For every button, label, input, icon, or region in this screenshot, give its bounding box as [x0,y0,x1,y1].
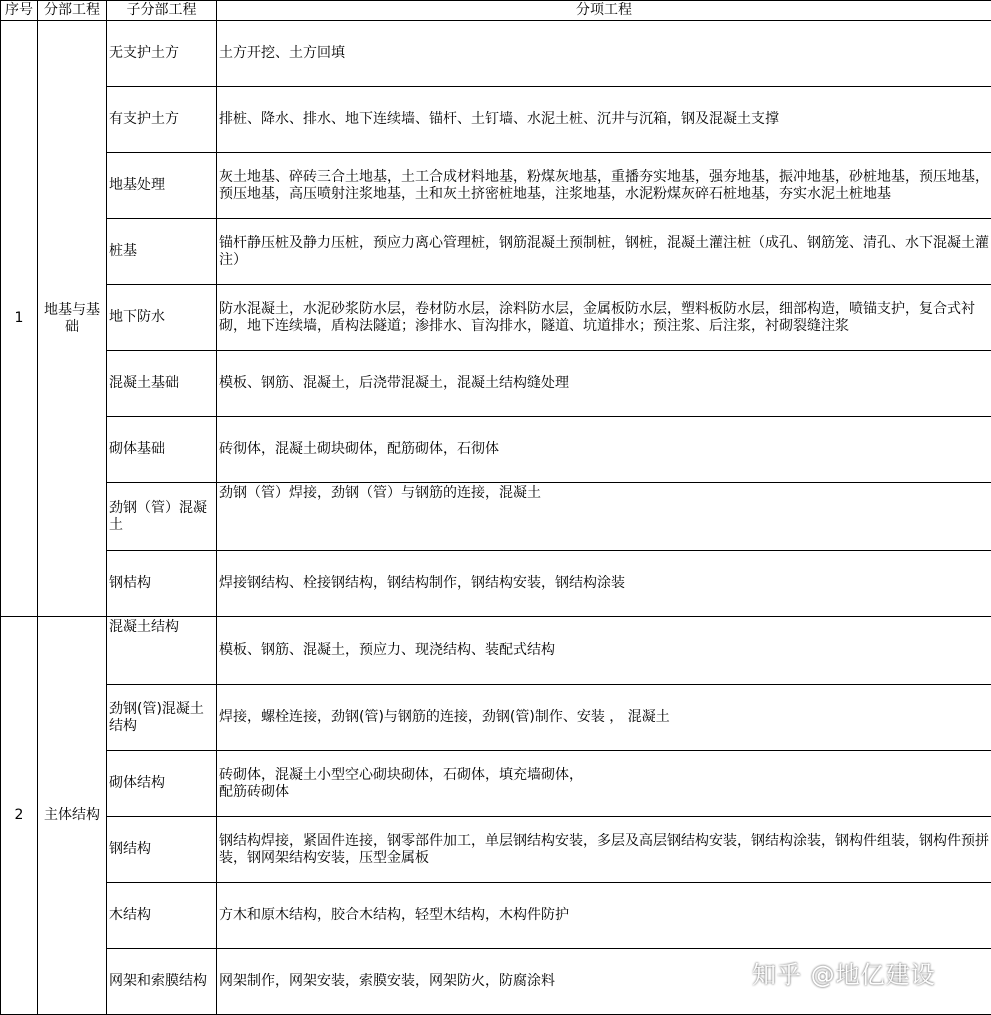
subdivision-cell: 钢桔构 [107,551,217,617]
subdivision-cell: 劲钢（管）混凝土 [107,483,217,551]
table-row [1,483,991,551]
items-cell: 模板、钢筋、混凝土，后浇带混凝土，混凝土结构缝处理 [217,351,991,417]
header-items: 分项工程 [217,1,991,21]
subdivision-cell: 有支护土方 [107,87,217,153]
subdivision-cell: 无支护土方 [107,21,217,87]
table-row [1,21,991,87]
items-cell: 砖砌体，混凝土小型空心砌块砌体，石砌体，填充墙砌体，配筋砖砌体 [217,751,991,817]
subdivision-cell: 桩基 [107,219,217,285]
subdivision-cell: 网架和索膜结构 [107,949,217,1015]
subdivision-cell: 混凝土结构 [107,617,217,685]
items-cell: 劲钢（管）焊接，劲钢（管）与钢筋的连接，混凝土 [217,483,991,551]
items-cell: 钢结构焊接，紧固件连接，钢零部件加工，单层钢结构安装，多层及高层钢结构安装，钢结构涂装，钢构件组装，钢构件预拼装，钢网架结构安装，压型金属板 [217,817,991,883]
table-row [1,153,991,219]
items-cell: 土方开挖、土方回填 [217,21,991,87]
items-cell: 方木和原木结构，胶合木结构，轻型木结构，木构件防护 [217,883,991,949]
subdivision-cell: 砌体基础 [107,417,217,483]
subdivision-cell: 钢结构 [107,817,217,883]
subdivision-cell: 劲钢(管)混凝土结构 [107,685,217,751]
items-cell: 排桩、降水、排水、地下连续墙、锚杆、土钉墙、水泥土桩、沉井与沉箱，钢及混凝土支撑 [217,87,991,153]
items-cell: 网架制作，网架安装，索膜安装，网架防火，防腐涂料 [217,949,991,1015]
header-number: 序号 [1,1,38,21]
group-division: 主体结构 [38,617,107,1015]
subdivision-cell: 地下防水 [107,285,217,351]
table-row [1,751,991,817]
items-cell: 焊接钢结构、栓接钢结构，钢结构制作，钢结构安装，钢结构涂装 [217,551,991,617]
group-number: 1 [1,21,38,617]
header-division: 分部工程 [38,1,107,21]
table-row [1,685,991,751]
table-row [1,883,991,949]
group-number: 2 [1,617,38,1015]
items-cell: 砖彻体，混凝土砌块砌体，配筋砌体，石彻体 [217,417,991,483]
items-cell: 锚杆静压桩及静力压桩，预应力离心管理桩，钢筋混凝土预制桩，钢桩，混凝土灌注桩（成孔、钢筋笼、清孔、水下混凝土灌注） [217,219,991,285]
table-row [1,417,991,483]
items-cell: 焊接，螺栓连接，劲钢(管)与钢筋的连接，劲钢(管)制作、安装 ， 混凝土 [217,685,991,751]
table-row [1,617,991,685]
items-cell: 灰土地基、碎砖三合土地基，土工合成材料地基，粉煤灰地基，重播夯实地基，强夯地基，振冲地基，砂桩地基，预压地基，预压地基，高压喷射注浆地基，土和灰土挤密桩地基，注浆地基，水泥粉煤灰碎石桩地基，夯实水泥土桩地基 [217,153,991,219]
subdivision-cell: 木结构 [107,883,217,949]
table-row [1,551,991,617]
watermark-text: 知乎 @地亿建设 [752,955,936,990]
table-row [1,285,991,351]
subdivision-cell: 混凝土基础 [107,351,217,417]
subdivision-cell: 砌体结构 [107,751,217,817]
items-cell: 防水混凝土，水泥砂浆防水层，卷材防水层，涂料防水层，金属板防水层，塑料板防水层，细部构造，喷锚支护，复合式衬砌，地下连续墙，盾构法隧道；渗排水、盲沟排水，隧道、坑道排水；预注浆、后注浆，衬砌裂缝注浆 [217,285,991,351]
table-row [1,87,991,153]
group-division: 地基与基础 [38,21,107,617]
table-row [1,219,991,285]
subdivision-cell: 地基处理 [107,153,217,219]
header-row [1,1,991,21]
table-row [1,351,991,417]
header-subdivision: 子分部工程 [107,1,217,21]
table-row [1,817,991,883]
items-cell: 模板、钢筋、混凝土，预应力、现浇结构、装配式结构 [217,617,991,685]
